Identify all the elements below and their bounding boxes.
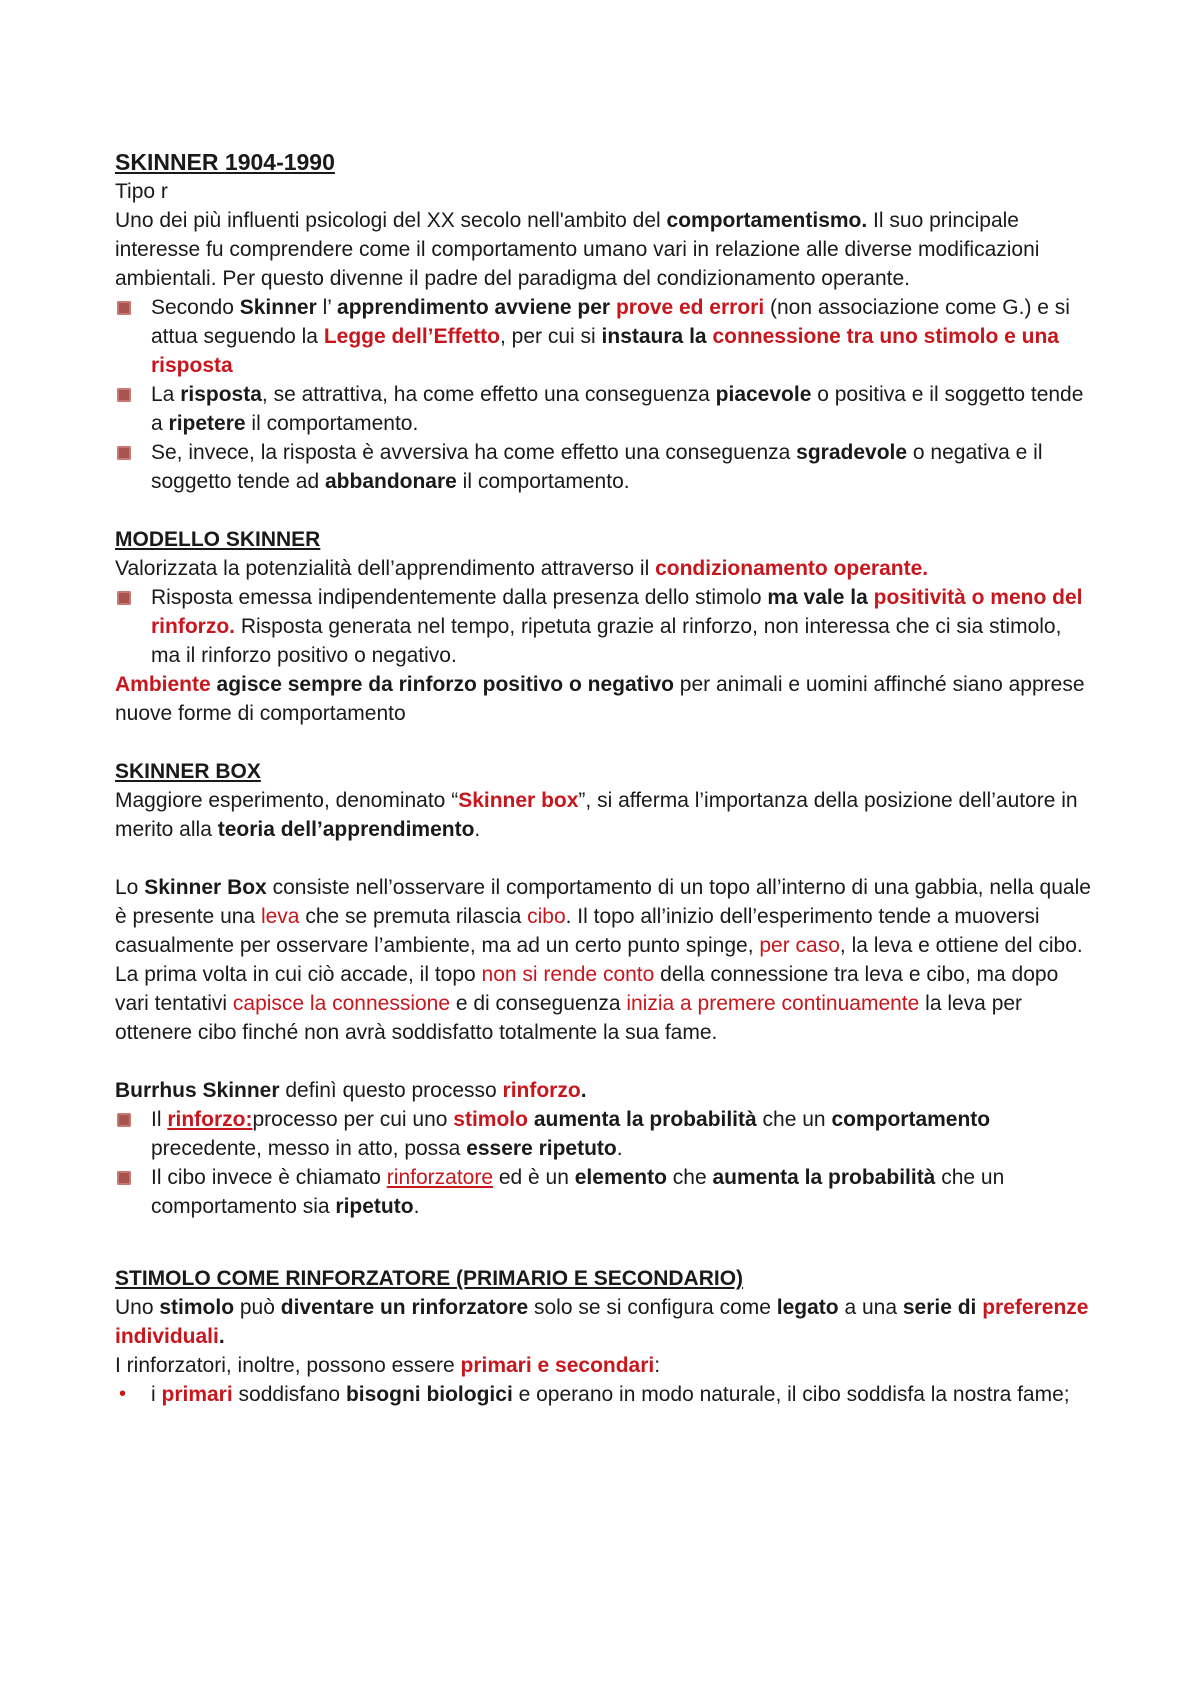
list-item: Il rinforzo:processo per cui uno stimolo aumenta la probabilità che un comportamento precedente, messo in atto, possa essere ripetuto. bbox=[115, 1105, 1095, 1163]
list-item: La risposta, se attrattiva, ha come effetto una conseguenza piacevole o positiva e il soggetto tende a ripetere il comportamento. bbox=[115, 380, 1095, 438]
paragraph: Valorizzata la potenzialità dell’apprendimento attraverso il condizionamento operante. bbox=[115, 557, 929, 580]
paragraph-intro: Uno dei più influenti psicologi del XX secolo nell'ambito del comportamentismo. Il suo principale interesse fu comprendere come il comportamento umano vari in relazione alle diverse modificazioni ambientali. Per questo divenne il padre del paradigma del condizionamento operante. bbox=[115, 209, 1040, 290]
list-item: Il cibo invece è chiamato rinforzatore ed è un elemento che aumenta la probabilità che un comportamento sia ripetuto. bbox=[115, 1163, 1095, 1221]
list-item: Se, invece, la risposta è avversiva ha come effetto una conseguenza sgradevole o negativa e il soggetto tende ad abbandonare il comportamento. bbox=[115, 438, 1095, 496]
paragraph: Uno stimolo può diventare un rinforzatore solo se si configura come legato a una serie di preferenze individuali. bbox=[115, 1296, 1089, 1348]
square-bullet-icon bbox=[117, 446, 131, 460]
square-bullet-icon bbox=[117, 301, 131, 315]
square-bullet-icon bbox=[117, 1113, 131, 1127]
list-item: Risposta emessa indipendentemente dalla presenza dello stimolo ma vale la positività o meno del rinforzo. Risposta generata nel tempo, ripetuta grazie al rinforzo, non interessa che ci sia stimolo, ma il rinforzo positivo o negativo. bbox=[115, 583, 1095, 670]
section-title-modello: MODELLO SKINNER bbox=[115, 528, 321, 551]
bullet-dot-icon: • bbox=[119, 1383, 127, 1405]
paragraph: Burrhus Skinner definì questo processo rinforzo. bbox=[115, 1079, 587, 1102]
paragraph: Lo Skinner Box consiste nell’osservare il comportamento di un topo all’interno di una gabbia, nella quale è presente una leva che se premuta rilascia cibo. Il topo all’inizio dell’esperimento tende a muoversi casualmente per osservare l’ambiente, ma ad un certo punto spinge, per caso, la leva e ottiene del cibo. La prima volta in cui ciò accade, il topo non si rende conto della connessione tra leva e cibo, ma dopo vari tentativi capisce la connessione e di conseguenza inizia a premere continuamente la leva per ottenere cibo finché non avrà soddisfatto totalmente la sua fame. bbox=[115, 876, 1091, 1044]
document-page bbox=[115, 148, 1095, 1409]
paragraph: I rinforzatori, inoltre, possono essere primari e secondari: bbox=[115, 1354, 661, 1377]
section-title-skinner: SKINNER 1904-1990 bbox=[115, 149, 335, 175]
section-title-skinner-box: SKINNER BOX bbox=[115, 760, 261, 783]
square-bullet-icon bbox=[117, 1171, 131, 1185]
square-bullet-icon bbox=[117, 388, 131, 402]
list-item: Secondo Skinner l’ apprendimento avviene per prove ed errori (non associazione come G.) e si attua seguendo la Legge dell’Effetto, per cui si instaura la connessione tra uno stimolo e una risposta bbox=[115, 293, 1095, 380]
section-title-stimolo: STIMOLO COME RINFORZATORE (PRIMARIO E SECONDARIO) bbox=[115, 1267, 744, 1290]
type-line: Tipo r bbox=[115, 180, 168, 203]
list-item: • i primari soddisfano bisogni biologici e operano in modo naturale, il cibo soddisfa la nostra fame; bbox=[115, 1380, 1095, 1409]
square-bullet-icon bbox=[117, 591, 131, 605]
paragraph: Maggiore esperimento, denominato “Skinner box”, si afferma l’importanza della posizione dell’autore in merito alla teoria dell’apprendimento. bbox=[115, 789, 1078, 841]
paragraph: Ambiente agisce sempre da rinforzo positivo o negativo per animali e uomini affinché siano apprese nuove forme di comportamento bbox=[115, 673, 1085, 725]
